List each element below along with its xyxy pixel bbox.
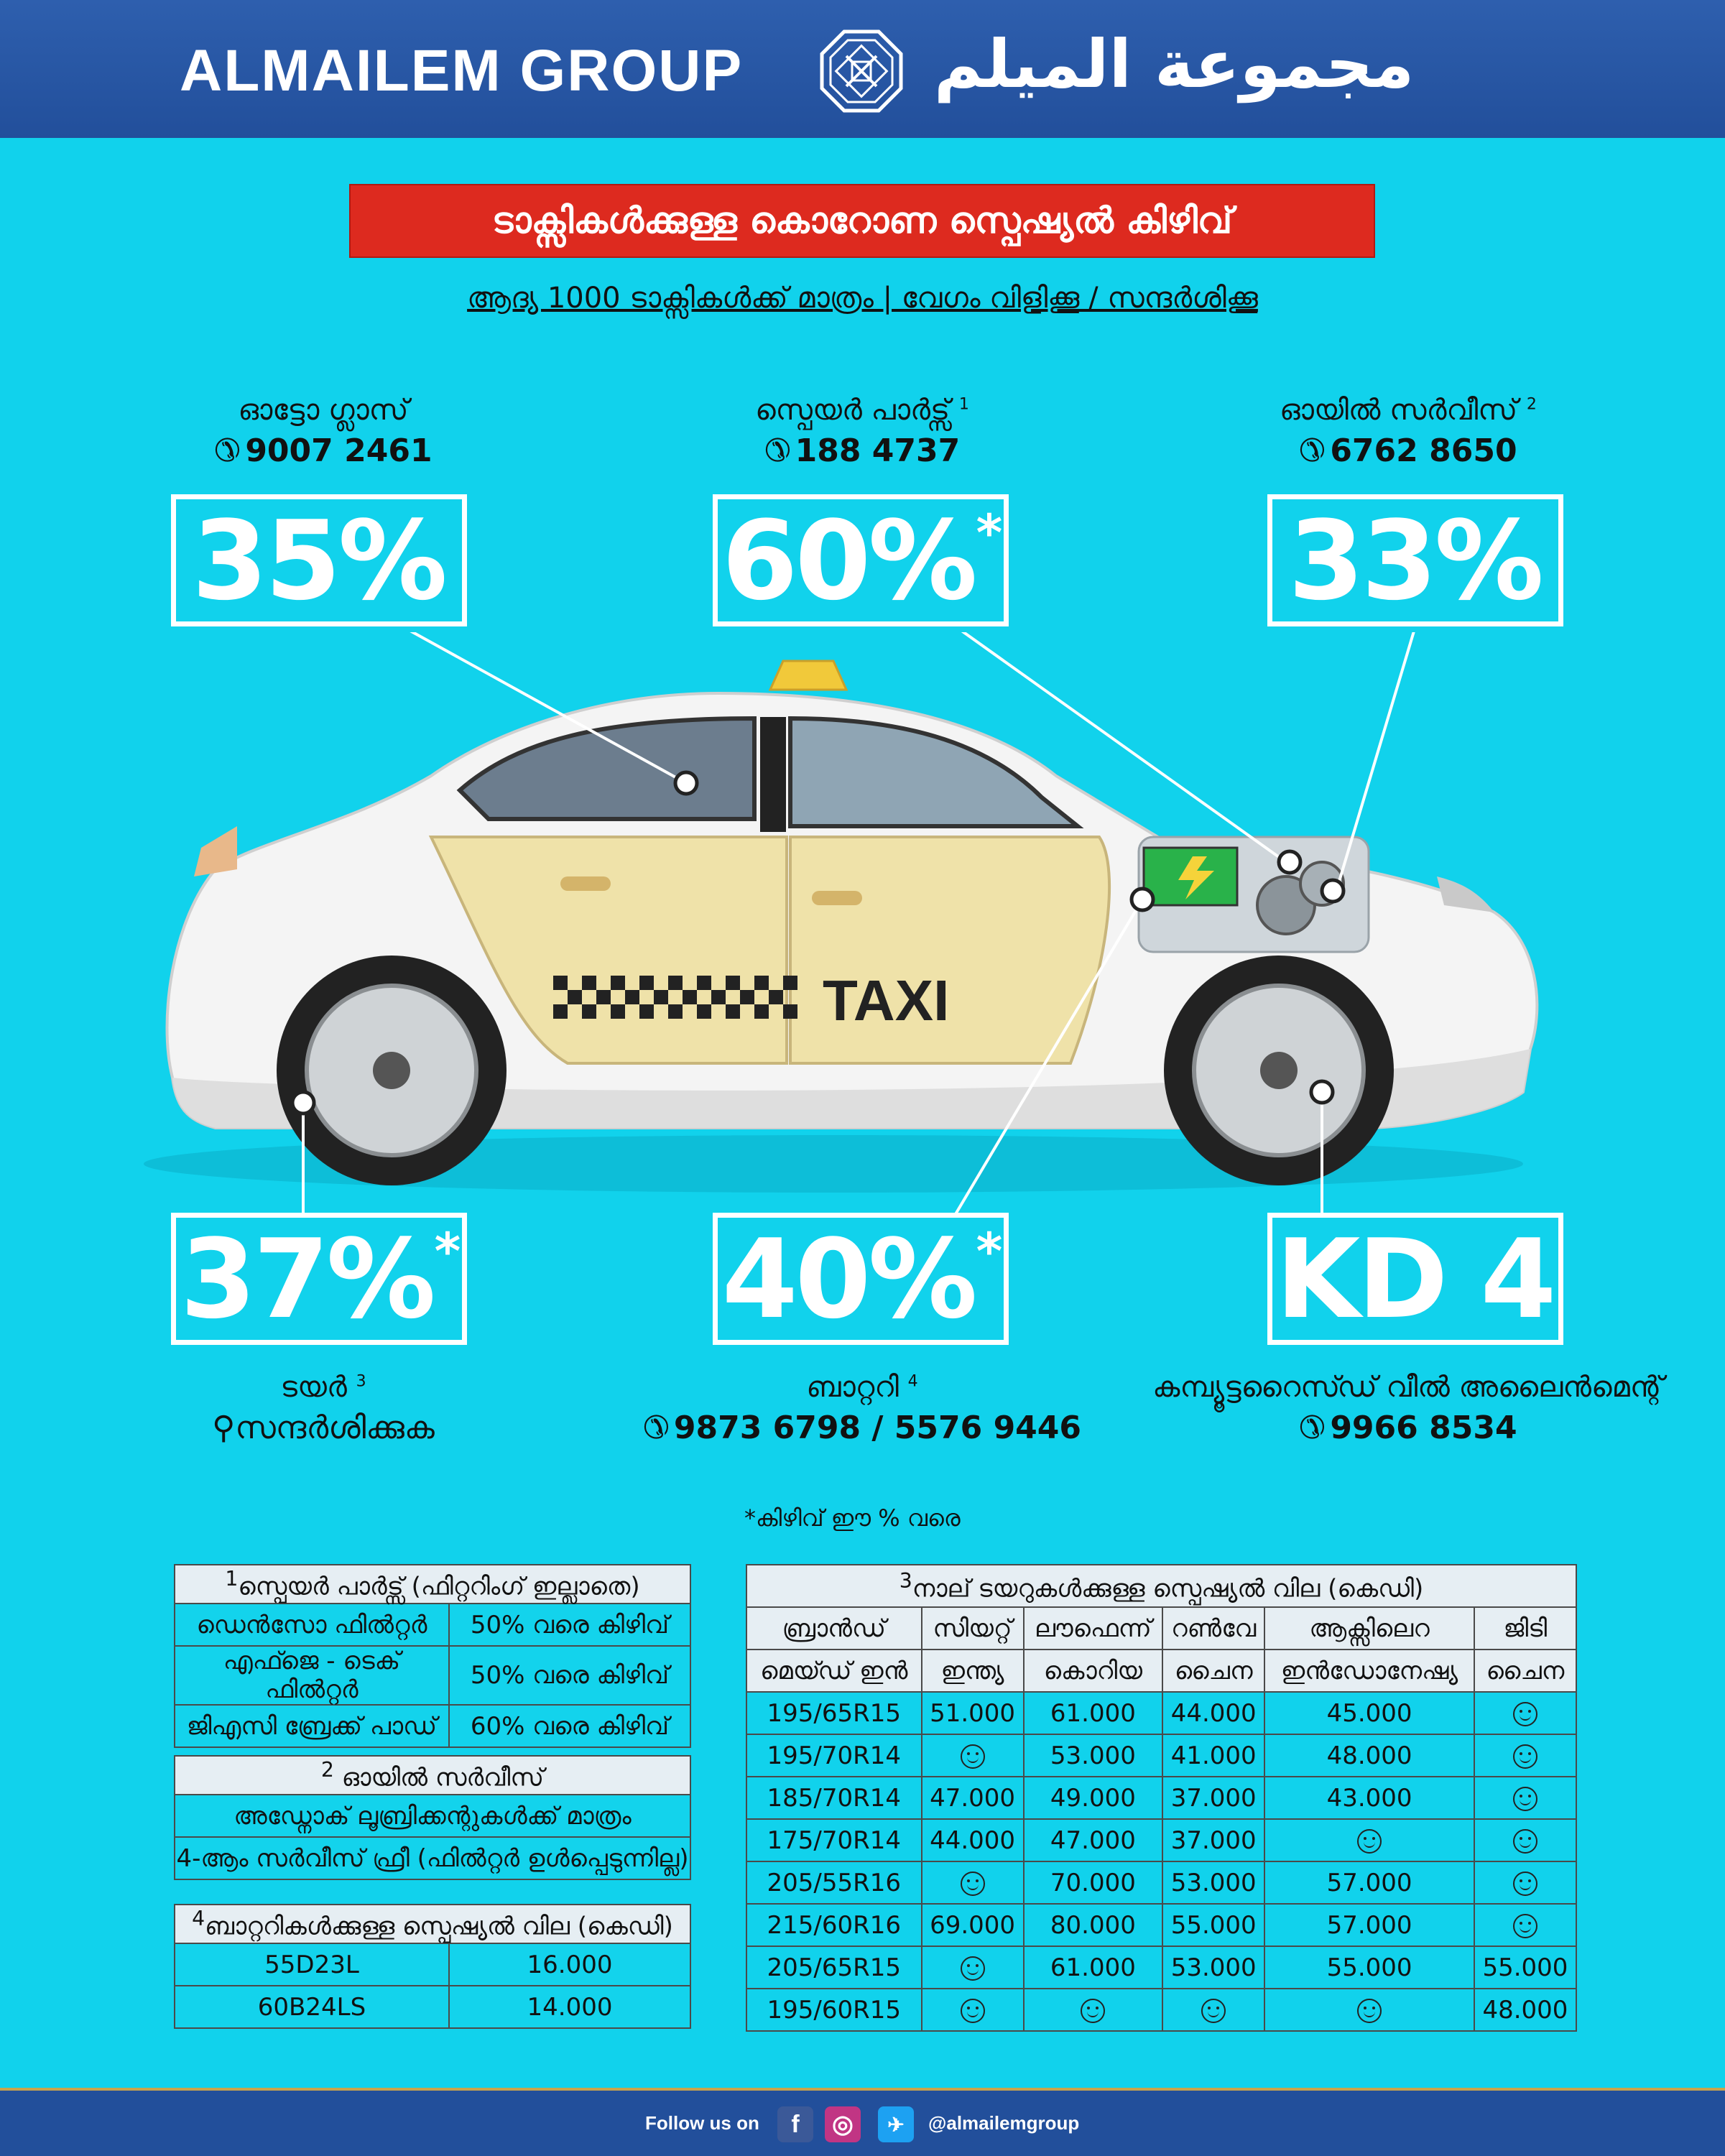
taxi-text: TAXI	[823, 968, 950, 1032]
table-cell	[1264, 1819, 1474, 1861]
table-cell: 48.000	[1474, 1989, 1576, 2031]
smiley-icon	[1357, 1829, 1382, 1854]
table-cell: 47.000	[922, 1777, 1024, 1819]
table-cell: ലൗഫെന്ന്	[1024, 1607, 1163, 1650]
promo-subtitle: ആദ്യ 1000 ടാക്സികൾക്ക് മാത്രം | വേഗം വിളിക്കൂ / സന്ദർശിക്കൂ	[467, 282, 1258, 315]
table-cell: മെയ്ഡ് ഇൻ	[746, 1650, 922, 1692]
table-cell: 57.000	[1264, 1904, 1474, 1946]
footer-bar	[0, 2088, 1725, 2156]
table-row	[746, 1989, 1576, 2031]
discount-box-battery	[713, 1213, 1009, 1345]
marker-tyre	[292, 1092, 314, 1114]
table-cell: ഇൻഡോനേഷ്യ	[1264, 1650, 1474, 1692]
table-cell	[1474, 1692, 1576, 1734]
smiley-icon	[1513, 1914, 1537, 1938]
table-cell	[922, 1861, 1024, 1904]
follow-us-label: Follow us on	[645, 2112, 759, 2134]
almailem-logo-icon	[819, 29, 904, 114]
table-row: എഫ്ജെ - ടെക് ഫിൽറ്റർ 50% വരെ കിഴിവ്	[175, 1646, 690, 1705]
asterisk: *	[434, 1222, 458, 1281]
phone-number[interactable]: 9873 6798 / 5576 9446	[673, 1410, 1082, 1446]
table-cell: 61.000	[1024, 1946, 1163, 1989]
smiley-icon	[1201, 1999, 1226, 2023]
discount-box-tyre	[171, 1213, 467, 1345]
table-cell: 69.000	[922, 1904, 1024, 1946]
table-cell: റൺവേ	[1162, 1607, 1264, 1650]
category-oil-service	[1157, 394, 1660, 469]
table-row: അഡ്നോക് ലൂബ്രിക്കന്റുകൾക്ക് മാത്രം	[175, 1795, 690, 1837]
discount-value: KD 4	[1275, 1215, 1554, 1343]
table-cell: 195/70R14	[746, 1734, 922, 1777]
category-title: ഓയിൽ സർവീസ്	[1280, 394, 1518, 427]
table-cell: 57.000	[1264, 1861, 1474, 1904]
category-title: ടയർ	[280, 1371, 347, 1404]
table-cell: ബ്രാൻഡ്	[746, 1607, 922, 1650]
table-cell: 44.000	[922, 1819, 1024, 1861]
table-cell: 47.000	[1024, 1819, 1163, 1861]
promo-title: ടാക്സികൾക്കുള്ള കൊറോണ സ്പെഷ്യൽ കിഴിവ്	[491, 200, 1233, 241]
discount-value: 40%	[721, 1215, 975, 1343]
header-bar	[0, 0, 1725, 138]
asterisk: *	[976, 504, 1000, 563]
social-handle[interactable]: @almailemgroup	[928, 2112, 1080, 2134]
twitter-icon[interactable]: ✈	[878, 2106, 914, 2142]
table-cell: 175/70R14	[746, 1819, 922, 1861]
table-cell	[1264, 1989, 1474, 2031]
table-header: നാല് ടയറുകൾക്കുള്ള സ്പെഷ്യൽ വില (കെഡി)	[912, 1574, 1424, 1604]
marker-alignment	[1311, 1081, 1333, 1103]
spare-parts-table: $^1$സ്പെയർ പാർട്സ് (ഫിറ്ററിംഗ് ഇല്ലാതെ) ഡെൻസോ ഫിൽറ്റർ 50% വരെ കിഴിവ് എഫ്ജെ - ടെക് ഫിൽറ്റർ 50% വരെ കിഴിവ് ജിഎസി ബ്രേക്ക് പാഡ് 60% വരെ കിഴിവ്	[174, 1564, 691, 1748]
table-row	[746, 1777, 1576, 1819]
smiley-icon	[1513, 1744, 1537, 1769]
footnote-marker: 1	[958, 395, 969, 414]
table-cell	[1474, 1819, 1576, 1861]
table-row: 4-ആം സർവീസ് ഫ്രീ (ഫിൽറ്റർ ഉൾപ്പെടുന്നില്ല)	[175, 1837, 690, 1879]
table-cell: സിയറ്റ്	[922, 1607, 1024, 1650]
marker-battery	[1132, 889, 1153, 910]
table-cell: 53.000	[1162, 1861, 1264, 1904]
discount-box-oil-service	[1267, 494, 1563, 626]
table-row: ഡെൻസോ ഫിൽറ്റർ 50% വരെ കിഴിവ്	[175, 1604, 690, 1646]
phone-number[interactable]: 188 4737	[795, 432, 961, 469]
smiley-icon	[1513, 1872, 1537, 1896]
table-cell	[922, 1989, 1024, 2031]
table-cell: ചൈന	[1162, 1650, 1264, 1692]
smiley-icon	[1513, 1787, 1537, 1811]
table-row: 55D23L 16.000	[175, 1943, 690, 1986]
table-cell: 45.000	[1264, 1692, 1474, 1734]
table-cell: 205/55R16	[746, 1861, 922, 1904]
table-cell: 55.000	[1474, 1946, 1576, 1989]
table-row	[746, 1904, 1576, 1946]
table-cell: ചൈന	[1474, 1650, 1576, 1692]
discount-value: 60%	[721, 496, 975, 624]
table-cell: 53.000	[1162, 1946, 1264, 1989]
taxi-illustration	[0, 632, 1725, 1221]
phone-icon: ✆	[1299, 432, 1326, 469]
footnote-marker: 4	[907, 1372, 918, 1391]
tyre-price-table: $^3$നാല് ടയറുകൾക്കുള്ള സ്പെഷ്യൽ വില (കെഡി) ബ്രാൻഡ് സിയറ്റ് ലൗഫെന്ന് റൺവേ ആക്സിലെറ ജിടി മെയ്ഡ് ഇൻ ഇന്ത്യ കൊറിയ ചൈന ഇൻഡോനേഷ്യ ചൈന 195/65R15 51.000 61.000 44.000 45.000 195/70R14 53.000 41.000 48.000 185/70R14 47.000 49.000 37.000 43.000 175/70R14 44.000 47.000 37.000 205/55R16 70.000 53.000 57.000 215/60R16 69.000 80.000 55.000 57.000 205/65R15 61.000 53.000 55.000 55.000 195/60R15 48.000	[746, 1564, 1577, 2032]
footnote-marker: 3	[356, 1372, 366, 1391]
phone-icon: ✆	[764, 432, 791, 469]
table-cell	[922, 1734, 1024, 1777]
table-cell	[1474, 1861, 1576, 1904]
table-header: ഓയിൽ സർവീസ്	[341, 1763, 545, 1792]
smiley-icon	[961, 1744, 985, 1769]
table-cell: 37.000	[1162, 1777, 1264, 1819]
discount-footnote: *കിഴിവ് ഈ % വരെ	[744, 1504, 961, 1532]
marker-auto-glass	[675, 772, 697, 794]
table-cell: 55.000	[1162, 1904, 1264, 1946]
category-battery	[611, 1371, 1114, 1446]
table-cell	[922, 1946, 1024, 1989]
table-cell: 195/60R15	[746, 1989, 922, 2031]
table-cell	[1474, 1734, 1576, 1777]
phone-icon: ✆	[642, 1410, 670, 1446]
smiley-icon	[1357, 1999, 1382, 2023]
smiley-icon	[961, 1999, 985, 2023]
smiley-icon	[961, 1956, 985, 1981]
table-header: സ്പെയർ പാർട്സ് (ഫിറ്ററിംഗ് ഇല്ലാതെ)	[238, 1572, 640, 1601]
category-title: ബാറ്ററി	[806, 1371, 899, 1404]
promo-title-banner	[349, 184, 1375, 258]
oil-service-table: $^2$ ഓയിൽ സർവീസ് അഡ്നോക് ലൂബ്രിക്കന്റുകൾക്ക് മാത്രം 4-ആം സർവീസ് ഫ്രീ (ഫിൽറ്റർ ഉൾപ്പെടുന്നില്ല)	[174, 1755, 691, 1880]
smiley-icon	[1513, 1829, 1537, 1854]
table-row	[746, 1946, 1576, 1989]
phone-icon: ✆	[214, 432, 241, 469]
category-spare-parts	[611, 394, 1114, 469]
discount-box-spare-parts	[713, 494, 1009, 626]
table-row	[746, 1692, 1576, 1734]
asterisk: *	[976, 1222, 1000, 1281]
table-cell: 44.000	[1162, 1692, 1264, 1734]
table-cell: ജിടി	[1474, 1607, 1576, 1650]
phone-number[interactable]: 9966 8534	[1330, 1410, 1517, 1446]
table-cell: 41.000	[1162, 1734, 1264, 1777]
table-cell	[1474, 1904, 1576, 1946]
table-cell: 43.000	[1264, 1777, 1474, 1819]
table-cell: 53.000	[1024, 1734, 1163, 1777]
table-cell: 80.000	[1024, 1904, 1163, 1946]
table-cell: 61.000	[1024, 1692, 1163, 1734]
table-cell: 51.000	[922, 1692, 1024, 1734]
category-title: സ്പെയർ പാർട്സ്	[755, 394, 951, 427]
category-title: കമ്പ്യൂട്ടറൈസ്ഡ് വീൽ അലൈൻമെന്റ്	[1152, 1371, 1664, 1404]
discount-value: 37%	[180, 1215, 433, 1343]
brand-name-arabic: مجموعة الميلم	[934, 26, 1415, 103]
table-cell	[1024, 1989, 1163, 2031]
table-cell: ആക്സിലെറ	[1264, 1607, 1474, 1650]
table-cell: 195/65R15	[746, 1692, 922, 1734]
facebook-icon[interactable]: f	[777, 2106, 813, 2142]
smiley-icon	[1513, 1702, 1537, 1726]
table-row	[746, 1819, 1576, 1861]
battery-price-table: $^4$ബാറ്ററികൾക്കുള്ള സ്പെഷ്യൽ വില (കെഡി) 55D23L 16.000 60B24LS 14.000	[174, 1904, 691, 2029]
brand-header-row	[746, 1607, 1576, 1650]
made-in-row	[746, 1650, 1576, 1692]
table-cell: 48.000	[1264, 1734, 1474, 1777]
instagram-icon[interactable]: ◎	[825, 2106, 861, 2142]
location-pin-icon: ⚲	[212, 1410, 236, 1446]
table-row	[746, 1861, 1576, 1904]
table-cell: കൊറിയ	[1024, 1650, 1163, 1692]
discount-box-alignment	[1267, 1213, 1563, 1345]
marker-oil-service	[1279, 851, 1300, 873]
smiley-icon	[1081, 1999, 1105, 2023]
visit-text: സന്ദർശിക്കുക	[235, 1410, 435, 1446]
smiley-icon	[961, 1872, 985, 1896]
category-tyre	[72, 1371, 575, 1446]
table-row: ജിഎസി ബ്രേക്ക് പാഡ് 60% വരെ കിഴിവ്	[175, 1705, 690, 1747]
table-header: ബാറ്ററികൾക്കുള്ള സ്പെഷ്യൽ വില (കെഡി)	[205, 1912, 673, 1941]
discount-box-auto-glass	[171, 494, 467, 626]
table-row	[746, 1734, 1576, 1777]
table-cell	[1474, 1777, 1576, 1819]
table-cell: 215/60R16	[746, 1904, 922, 1946]
footnote-marker: 2	[1526, 395, 1537, 414]
table-cell: 70.000	[1024, 1861, 1163, 1904]
table-cell: ഇന്ത്യ	[922, 1650, 1024, 1692]
discount-value: 33%	[1288, 496, 1541, 624]
table-cell: 205/65R15	[746, 1946, 922, 1989]
category-alignment	[1121, 1371, 1696, 1446]
table-cell: 49.000	[1024, 1777, 1163, 1819]
table-cell: 185/70R14	[746, 1777, 922, 1819]
marker-oil-service-2	[1322, 880, 1344, 902]
table-cell	[1162, 1989, 1264, 2031]
phone-icon: ✆	[1299, 1410, 1326, 1446]
brand-name-english: ALMAILEM GROUP	[180, 38, 744, 103]
category-auto-glass	[72, 394, 575, 469]
table-cell: 55.000	[1264, 1946, 1474, 1989]
phone-number[interactable]: 6762 8650	[1330, 432, 1517, 469]
discount-value: 35%	[192, 496, 445, 624]
category-title: ഓട്ടോ ഗ്ലാസ്	[238, 394, 409, 427]
phone-number[interactable]: 9007 2461	[245, 432, 433, 469]
table-row: 60B24LS 14.000	[175, 1986, 690, 2028]
table-cell: 37.000	[1162, 1819, 1264, 1861]
